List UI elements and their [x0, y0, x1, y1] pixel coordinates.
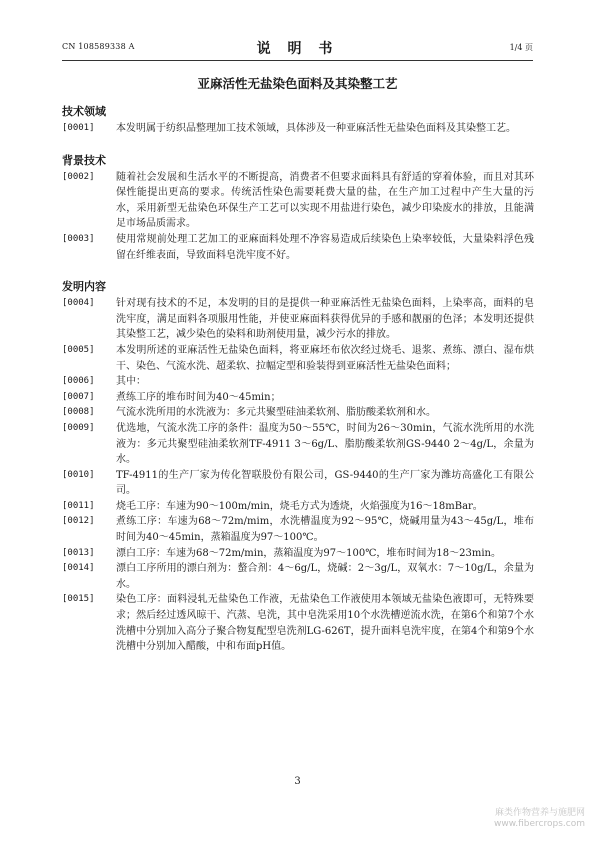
paragraph-text: 其中：: [116, 376, 146, 388]
page-header: [62, 38, 533, 58]
paragraph: [62, 546, 534, 562]
page-indicator: 1/4 页: [509, 43, 533, 52]
watermark-line: 麻类作物营养与施肥网: [494, 808, 585, 818]
header-rule: [62, 60, 533, 61]
paragraph-text: 漂白工序：车速为68～72m/min，蒸箱温度为97～100℃，堆布时间为18～23min。: [116, 547, 501, 559]
paragraph-number: [0010]: [62, 469, 95, 480]
watermark: [494, 808, 585, 830]
document-body: [62, 104, 534, 671]
paragraph: [62, 592, 534, 654]
paragraph: [62, 499, 534, 515]
section-heading: 发明内容: [62, 280, 106, 294]
page-number: 3: [294, 776, 301, 787]
paragraph-text: 煮练工序的堆布时间为40～45min；: [116, 391, 281, 403]
paragraph-number: [0015]: [62, 594, 95, 605]
paragraph: [62, 405, 534, 421]
paragraph-text: 煮练工序：车速为68～72m/mim，水洗槽温度为92～95℃，烧碱用量为43～45g/L，堆布时间为40～45min，蒸箱温度为97～100℃。: [116, 516, 534, 544]
paragraph: [62, 232, 534, 263]
document-title: 亚麻活性无盐染色面料及其染整工艺: [197, 76, 398, 91]
paragraph: [62, 561, 534, 592]
paragraph-text: 针对现有技术的不足，本发明的目的是提供一种亚麻活性无盐染色面料，上染率高，面料的皂洗牢度，满足面料各项服用性能，并使亚麻面料获得优异的手感和靓丽的色泽；本发明还提供其染整工艺，减少染色的染料和助剂使用量，减少污水的排放。: [116, 298, 534, 341]
paragraph: [62, 170, 534, 232]
section-heading: 技术领域: [62, 105, 106, 118]
paragraph-text: 本发明所述的亚麻活性无盐染色面料，将亚麻坯布依次经过烧毛、退浆、煮练、漂白、湿布烘干、染色、气流水洗、超柔软、拉幅定型和验装得到亚麻活性无盐染色面料；: [116, 344, 534, 372]
paragraph-text: 气流水洗所用的水洗液为：多元共聚型硅油柔软剂、脂肪酸柔软剂和水。: [116, 407, 436, 419]
paragraph-number: [0011]: [62, 500, 95, 511]
paragraph-number: [0012]: [62, 516, 95, 527]
paragraph-text: 漂白工序所用的漂白剂为：螯合剂：4～6g/L，烧碱：2～3g/L，双氧水：7～10g/L，余量为水。: [116, 563, 534, 590]
paragraph: [62, 374, 534, 390]
paragraph: [62, 468, 534, 499]
publication-number: CN 108589338 A: [62, 42, 135, 51]
paragraph-text: 随着社会发展和生活水平的不断提高，消费者不但要求面料具有舒适的穿着体验，而且对其环保性能提出更高的要求。传统活性染色需要耗费大量的盐，在生产加工过程中产生大量的污水，采用新型无盐染色环保生产工艺可以实现不用盐进行染色，减少印染废水的排放，且能满足市场品质需求。: [116, 171, 534, 230]
paragraph-number: [0002]: [62, 171, 95, 182]
paragraph-number: [0009]: [62, 422, 95, 433]
paragraph-number: [0008]: [62, 407, 95, 418]
paragraph: [62, 121, 534, 137]
paragraph-number: [0014]: [62, 563, 95, 574]
watermark-url: www.fibercrops.com: [494, 819, 585, 829]
section-heading: 背景技术: [62, 153, 106, 167]
paragraph-text: 烧毛工序：车速为90～100m/min，烧毛方式为透烧，火焰强度为16～18mBar。: [116, 500, 483, 512]
document-type: 说 明 书: [256, 41, 339, 57]
paragraph-number: [0001]: [62, 123, 95, 133]
section: [62, 153, 534, 264]
paragraph: [62, 514, 534, 545]
paragraph-number: [0003]: [62, 233, 95, 244]
paragraph: [62, 343, 534, 374]
paragraph: [62, 421, 534, 468]
paragraph-text: 优选地，气流水洗工序的条件：温度为50～55℃，时间为26～30min，气流水洗所用的水洗液为：多元共聚型硅油柔软剂TF-4911 3～6g/L、脂肪酸柔软剂GS-9440 2～4g/L，余量为水。: [116, 422, 534, 466]
paragraph: [62, 390, 534, 406]
section: [62, 104, 534, 137]
paragraph-number: [0004]: [62, 298, 95, 309]
paragraph-text: 使用常规前处理工艺加工的亚麻面料处理不净容易造成后续染色上染率较低，大量染料浮色残留在纤维表面，导致面料皂洗牢度不好。: [116, 233, 534, 261]
paragraph-number: [0005]: [62, 344, 95, 355]
paragraph-number: [0013]: [62, 547, 95, 558]
paragraph-text: TF-4911的生产厂家为传化智联股份有限公司，GS-9440的生产厂家为潍坊高盛化工有限公司。: [116, 469, 534, 497]
section: [62, 279, 534, 655]
paragraph-number: [0006]: [62, 376, 95, 387]
paragraph-number: [0007]: [62, 391, 95, 402]
paragraph-text: 染色工序：面料浸轧无盐染色工作液，无盐染色工作液使用本领域无盐染色液即可，无特殊要求；然后经过透风晾干、汽蒸、皂洗，其中皂洗采用10个水洗槽逆流水洗，在第6个和第7个水洗槽中分别加入高分子聚合物复配型皂洗剂LG-626T，提升面料皂洗牢度，在第4个和第9个水洗槽中分别加入醋酸，中和布面pH值。: [116, 594, 534, 653]
paragraph: [62, 296, 534, 343]
paragraph-text: 本发明属于纺织品整理加工技术领域，具体涉及一种亚麻活性无盐染色面料及其染整工艺。: [116, 123, 516, 134]
